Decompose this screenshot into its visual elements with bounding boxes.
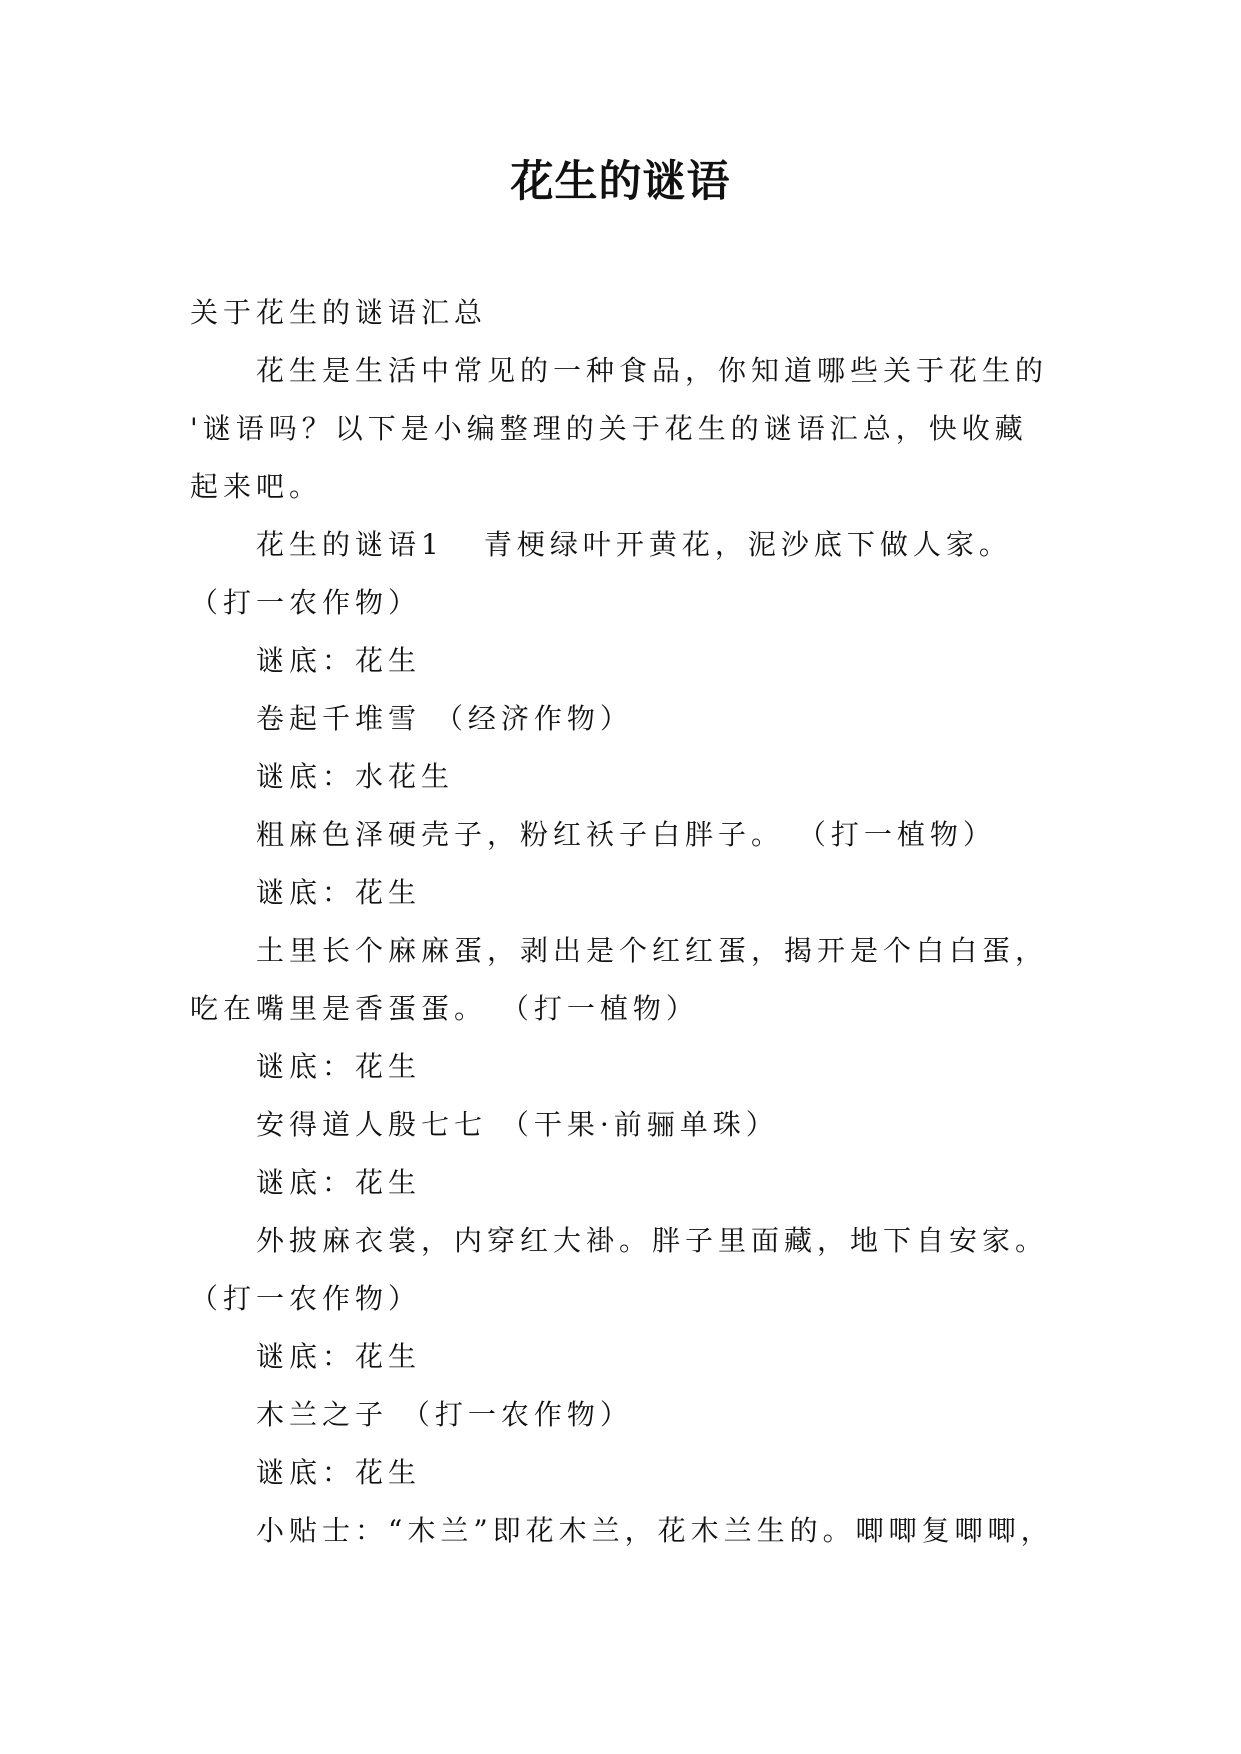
riddle-answer: 谜底：花生: [256, 1050, 422, 1083]
riddle-answer: 谜底：花生: [256, 1456, 422, 1489]
riddle-number: 花生的谜语1: [256, 528, 444, 561]
riddle-text: 安得道人殷七七 （干果·前骊单珠）: [256, 1108, 779, 1141]
paragraph-line: '谜语吗？以下是小编整理的关于花生的谜语汇总，快收藏: [190, 412, 1028, 445]
riddle-text: 土里长个麻麻蛋，剥出是个红红蛋，揭开是个白白蛋，: [256, 934, 1049, 967]
document-body: [190, 284, 1070, 1560]
riddle-answer: 谜底：花生: [256, 1340, 422, 1373]
riddle-answer: 谜底：花生: [256, 1166, 422, 1199]
paragraph-line: 起来吧。: [190, 470, 323, 503]
riddle-text: 卷起千堆雪 （经济作物）: [256, 702, 633, 735]
riddle-answer: 谜底：花生: [256, 644, 422, 677]
document-title: 花生的谜语: [510, 157, 731, 207]
riddle-text: 木兰之子 （打一农作物）: [256, 1398, 633, 1431]
tip-text: 小贴士：“木兰”即花木兰，花木兰生的。唧唧复唧唧，: [256, 1514, 1054, 1547]
riddle-text: 吃在嘴里是香蛋蛋。 （打一植物）: [190, 992, 699, 1025]
riddle-line: [190, 516, 1070, 574]
section-heading: 关于花生的谜语汇总: [190, 296, 488, 329]
riddle-answer: 谜底：花生: [256, 876, 422, 909]
riddle-hint: （打一农作物）: [190, 1282, 422, 1315]
riddle-answer: 谜底：水花生: [256, 760, 455, 793]
riddle-text: 粗麻色泽硬壳子，粉红袄子白胖子。 （打一植物）: [256, 818, 996, 851]
paragraph-line: 花生是生活中常见的一种食品，你知道哪些关于花生的: [256, 354, 1049, 387]
riddle-hint: （打一农作物）: [190, 586, 422, 619]
riddle-text: 青梗绿叶开黄花，泥沙底下做人家。: [483, 528, 1012, 561]
riddle-text: 外披麻衣裳，内穿红大褂。胖子里面藏，地下自安家。: [256, 1224, 1049, 1257]
